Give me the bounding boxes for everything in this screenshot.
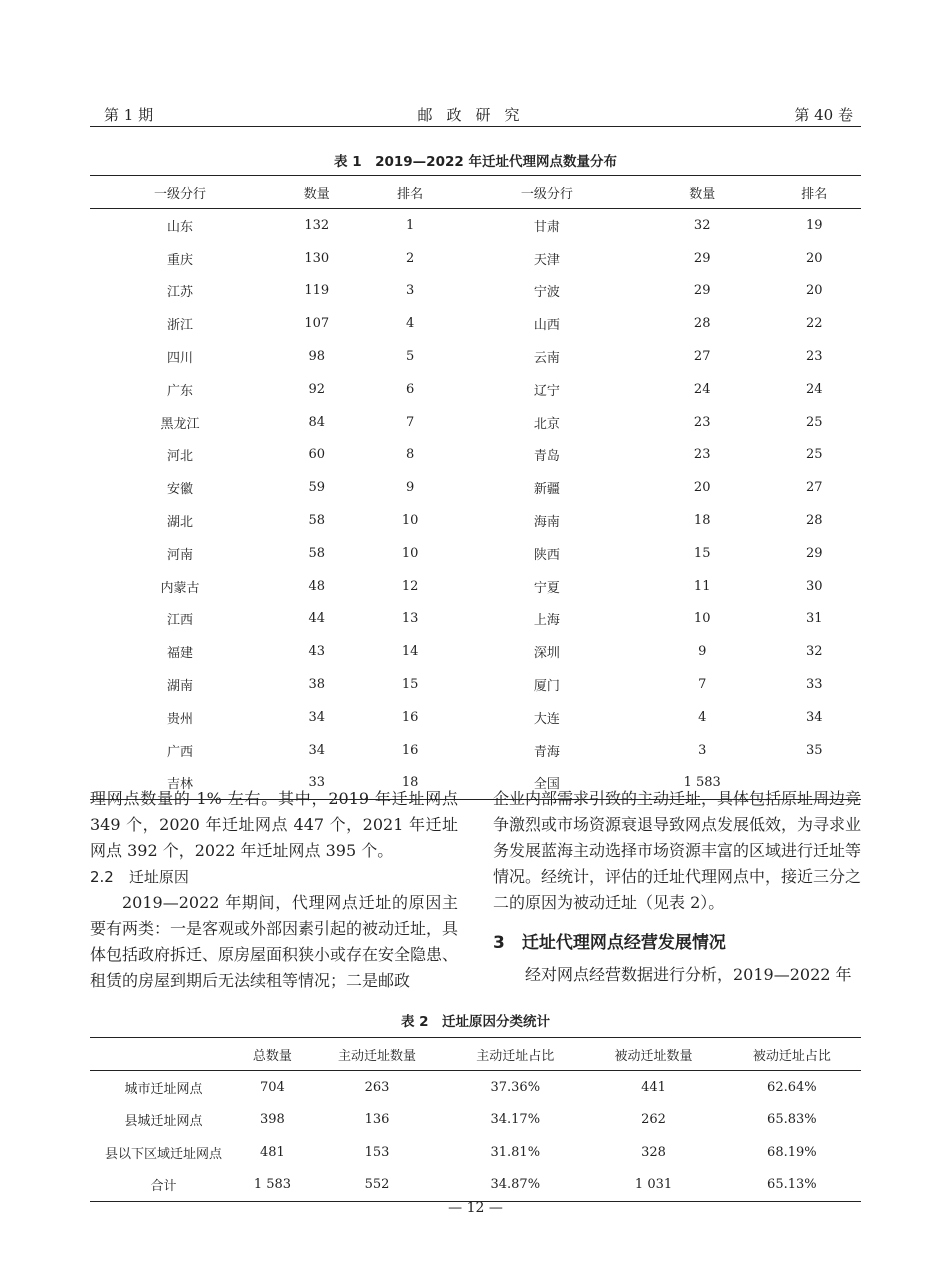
table2-header: 主动迁址占比	[446, 1038, 584, 1071]
table-cell: 130	[304, 250, 330, 266]
table-row	[90, 635, 861, 668]
table-cell: 6	[405, 381, 415, 397]
table-cell: 119	[304, 283, 330, 299]
table-cell: 10	[693, 611, 711, 627]
table2	[90, 1037, 861, 1202]
table-cell: 城市迁址网点	[124, 1081, 203, 1097]
table-row	[90, 1169, 861, 1202]
table-cell: 29	[806, 545, 823, 561]
table-cell: 28	[693, 316, 711, 332]
table-cell: 江苏	[167, 285, 194, 301]
table-cell: 30	[806, 578, 823, 594]
table-cell: 内蒙古	[160, 580, 200, 596]
table2-header-row	[90, 1038, 861, 1071]
table-row	[90, 734, 861, 767]
table-cell: 34	[308, 742, 325, 758]
table-cell: 5	[405, 349, 415, 365]
table-cell: 704	[260, 1079, 285, 1095]
subsection-heading: 2.2 迁址原因	[90, 868, 189, 886]
table-cell: 65.13%	[767, 1177, 817, 1193]
table-cell: 31	[806, 611, 823, 627]
table-cell: 10	[401, 545, 419, 561]
table-cell: 河北	[167, 449, 194, 465]
table-cell: 25	[806, 447, 823, 463]
table-cell: 23	[693, 447, 711, 463]
table-cell: 16	[401, 742, 419, 758]
table-cell: 黑龙江	[160, 416, 200, 432]
table-row	[90, 504, 861, 537]
table-cell: 18	[693, 513, 711, 529]
table-cell: 29	[693, 283, 711, 299]
paragraph: 经对网点经营数据进行分析，2019—2022 年	[525, 965, 852, 984]
table1-header: 一级分行	[457, 176, 637, 209]
table-cell: 9	[698, 644, 707, 660]
table-row	[90, 406, 861, 439]
table-cell: 33	[806, 677, 823, 693]
table-cell: 9	[405, 480, 415, 496]
table-cell: 8	[405, 447, 415, 463]
table-cell: 24	[693, 381, 711, 397]
volume-label: 第 40 卷	[794, 106, 853, 124]
table-cell: 3	[405, 283, 415, 299]
table-cell: 15	[693, 545, 711, 561]
table-cell: 132	[304, 217, 330, 233]
table-cell: 上海	[533, 613, 560, 629]
table1-header: 排名	[363, 176, 456, 209]
table-cell: 宁波	[533, 285, 560, 301]
table-cell: 15	[401, 677, 419, 693]
table-row	[90, 1071, 861, 1104]
table-cell: 四川	[167, 351, 194, 367]
journal-title: 邮政研究	[417, 106, 534, 124]
table2-header: 被动迁址数量	[584, 1038, 722, 1071]
table-cell: 58	[308, 545, 325, 561]
table-cell: 28	[806, 513, 823, 529]
table-cell: 1	[405, 217, 415, 233]
table1-header: 一级分行	[90, 176, 270, 209]
table-cell: 北京	[533, 416, 560, 432]
table-row	[90, 307, 861, 340]
table-row	[90, 701, 861, 734]
table-cell: 27	[693, 349, 711, 365]
table1-caption: 表 1 2019—2022 年迁址代理网点数量分布	[334, 154, 617, 170]
paragraph: 2019—2022 年期间，代理网点迁址的原因主要有两类：一是客观或外部因素引起的被动迁址，具体包括政府拆迁、原房屋面积狭小或存在安全隐患、租赁的房屋到期后无法续租等情况；二是邮政	[90, 893, 459, 990]
table-cell: 328	[641, 1144, 666, 1160]
table-cell: 65.83%	[767, 1112, 817, 1128]
table-cell: 32	[693, 217, 711, 233]
table-cell: 福建	[167, 646, 194, 662]
table2-header	[90, 1038, 237, 1071]
table-cell: 48	[308, 578, 325, 594]
table1-header-row	[90, 176, 861, 209]
table-row	[90, 275, 861, 308]
table-cell: 38	[308, 677, 325, 693]
issue-label: 第 1 期	[104, 106, 154, 124]
table-cell: 27	[806, 480, 823, 496]
table-row	[90, 1136, 861, 1169]
table-cell: 3	[698, 742, 707, 758]
table-cell: 13	[401, 611, 419, 627]
table-cell: 20	[693, 480, 711, 496]
table-cell: 14	[401, 644, 419, 660]
table-cell: 12	[401, 578, 419, 594]
table-row	[90, 570, 861, 603]
table-cell: 34	[806, 709, 823, 725]
table-row	[90, 439, 861, 472]
table-cell: 湖南	[167, 679, 194, 695]
table-cell: 37.36%	[490, 1079, 541, 1095]
table-cell: 43	[308, 644, 325, 660]
table-cell: 山西	[533, 318, 560, 334]
table2-header: 总数量	[237, 1038, 308, 1071]
table-cell: 29	[693, 250, 711, 266]
table1-header: 数量	[270, 176, 363, 209]
table-cell: 153	[364, 1144, 390, 1160]
table-cell: 20	[806, 283, 823, 299]
table-cell: 浙江	[167, 318, 194, 334]
right-column	[493, 786, 861, 988]
table-cell: 84	[308, 414, 325, 430]
table-cell: 34	[308, 709, 325, 725]
table-cell: 68.19%	[767, 1144, 817, 1160]
table-cell: 35	[806, 742, 823, 758]
table-cell: 吉林	[167, 777, 194, 793]
table-cell: 34.87%	[490, 1177, 541, 1193]
table-row	[90, 209, 861, 242]
table-cell: 31.81%	[490, 1144, 541, 1160]
left-column	[90, 786, 458, 994]
table-cell: 92	[308, 381, 325, 397]
table-cell: 1 583	[683, 775, 721, 791]
table-cell: 2	[405, 250, 415, 266]
table-cell: 宁夏	[533, 580, 560, 596]
table-cell: 陕西	[533, 547, 560, 563]
table-cell: 25	[806, 414, 823, 430]
table-cell: 11	[693, 578, 711, 594]
table-cell: 1 031	[634, 1177, 673, 1193]
table-cell: 58	[308, 513, 325, 529]
table-cell: 县以下区域迁址网点	[104, 1146, 222, 1162]
table1-header: 排名	[768, 176, 861, 209]
table-cell: 24	[806, 381, 823, 397]
table-cell: 广西	[167, 744, 194, 760]
table-cell: 云南	[533, 351, 560, 367]
table-cell: 32	[806, 644, 823, 660]
table-cell: 甘肃	[533, 219, 560, 235]
table-cell: 552	[364, 1177, 390, 1193]
table-cell: 厦门	[533, 679, 560, 695]
table-cell: 60	[308, 447, 325, 463]
table-cell: 广东	[167, 383, 194, 399]
table-cell: 安徽	[167, 482, 194, 498]
paragraph: 理网点数量的 1% 左右。其中，2019 年迁址网点 349 个，2020 年迁址网点 447 个，2021 年迁址网点 392 个，2022 年迁址网点 395 个。	[90, 789, 458, 860]
table-cell: 23	[693, 414, 711, 430]
table-cell: 262	[641, 1112, 666, 1128]
table2-header: 被动迁址占比	[723, 1038, 861, 1071]
table-row	[90, 537, 861, 570]
table-cell: 16	[401, 709, 419, 725]
table-cell: 481	[260, 1144, 285, 1160]
table-cell: 44	[308, 611, 325, 627]
table-row	[90, 340, 861, 373]
table-cell: 县城迁址网点	[124, 1114, 203, 1130]
table-cell: 天津	[533, 252, 560, 268]
paragraph: 企业内部需求引致的主动迁址，具体包括原址周边竞争激烈或市场资源衰退导致网点发展低效，为寻求业务发展蓝海主动选择市场资源丰富的区域进行迁址等情况。经统计，评估的迁址代理网点中，接近三分之二的原因为被动迁址（见表 2）。	[493, 789, 862, 912]
table-cell: 合计	[150, 1179, 177, 1195]
table-cell: 59	[308, 480, 325, 496]
table1-header: 数量	[637, 176, 768, 209]
table-cell: 4	[405, 316, 415, 332]
page-number: — 12 —	[448, 1200, 503, 1216]
table-row	[90, 1104, 861, 1137]
table-cell: 重庆	[167, 252, 194, 268]
table-row	[90, 668, 861, 701]
table-cell: 河南	[167, 547, 194, 563]
table-cell: 263	[364, 1079, 390, 1095]
table-cell: 98	[308, 349, 325, 365]
table-cell: 4	[698, 709, 707, 725]
table-cell: 23	[806, 349, 823, 365]
table-cell: 深圳	[533, 646, 560, 662]
table-cell: 22	[806, 316, 823, 332]
table-row	[90, 603, 861, 636]
table-cell: 10	[401, 513, 419, 529]
table-row	[90, 242, 861, 275]
table-cell: 山东	[167, 219, 194, 235]
table-cell: 江西	[167, 613, 194, 629]
table-cell: 33	[308, 775, 325, 791]
section-heading: 3 迁址代理网点经营发展情况	[493, 933, 726, 953]
table-row	[90, 471, 861, 504]
table-cell: 大连	[533, 711, 560, 727]
table-cell: 7	[698, 677, 707, 693]
table2-header: 主动迁址数量	[308, 1038, 446, 1071]
table-cell: 海南	[533, 515, 560, 531]
table-cell: 136	[364, 1112, 390, 1128]
table-cell: 398	[260, 1112, 285, 1128]
table-cell: 441	[641, 1079, 666, 1095]
table-cell: 全国	[533, 777, 560, 793]
table-cell: 34.17%	[490, 1112, 541, 1128]
running-header	[90, 104, 861, 127]
table-cell: 贵州	[167, 711, 194, 727]
table-cell: 18	[401, 775, 419, 791]
table-cell: 新疆	[533, 482, 560, 498]
table-cell: 62.64%	[767, 1079, 817, 1095]
table-cell: 20	[806, 250, 823, 266]
table-cell: 107	[304, 316, 330, 332]
table2-caption: 表 2 迁址原因分类统计	[400, 1014, 551, 1030]
table-cell: 19	[806, 217, 823, 233]
table-cell: 青海	[533, 744, 560, 760]
table-row	[90, 373, 861, 406]
table-cell: 辽宁	[533, 383, 560, 399]
table1	[90, 175, 861, 800]
table-cell: 1 583	[253, 1177, 292, 1193]
table-cell: 青岛	[533, 449, 560, 465]
table-cell: 湖北	[167, 515, 194, 531]
table-cell: 7	[405, 414, 415, 430]
page	[90, 0, 861, 1280]
